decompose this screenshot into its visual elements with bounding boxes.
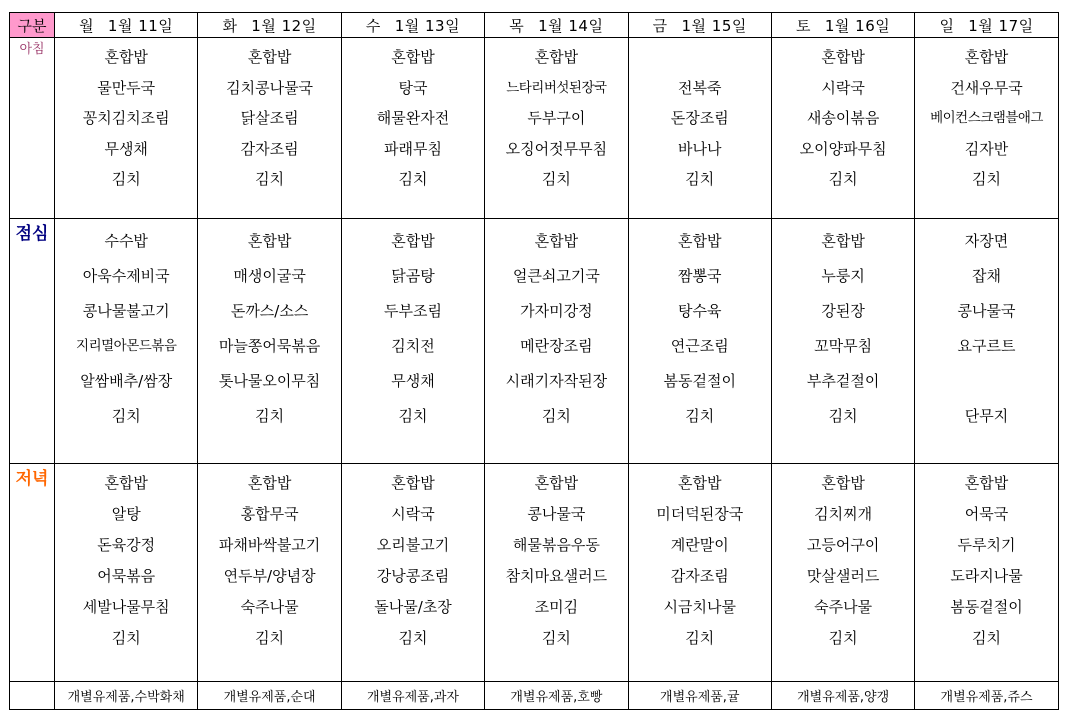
header-day-mon bbox=[55, 13, 198, 38]
menu-item: 숙주나물 bbox=[240, 598, 299, 616]
breakfast-cell-day-2 bbox=[341, 38, 484, 219]
menu-item: 김치 bbox=[111, 629, 141, 647]
menu-item: 김치 bbox=[972, 629, 1002, 647]
snack-cell-day-5: 개별유제품,양갱 bbox=[771, 682, 914, 710]
menu-item: 꽁치김치조림 bbox=[82, 109, 170, 127]
lunch-item-list bbox=[629, 219, 771, 434]
lunch-cell-day-5 bbox=[771, 219, 914, 464]
breakfast-cell-day-4 bbox=[628, 38, 771, 219]
menu-item: 톳나물오이무침 bbox=[218, 372, 321, 390]
menu-item: 김치 bbox=[398, 170, 428, 188]
header-row bbox=[10, 13, 1059, 38]
menu-item: 세발나물무침 bbox=[82, 598, 170, 616]
snack-cell-day-0: 개별유제품,수박화채 bbox=[55, 682, 198, 710]
menu-item: 꼬막무침 bbox=[814, 337, 873, 355]
dinner-cell-day-1 bbox=[198, 464, 341, 682]
breakfast-item-list bbox=[772, 38, 914, 195]
menu-item: 파래무침 bbox=[383, 139, 442, 158]
menu-item: 혼합밥 bbox=[247, 48, 292, 66]
header-day-sun bbox=[915, 13, 1058, 38]
header-day-wed bbox=[341, 13, 484, 38]
day-date: 1월 15일 bbox=[681, 16, 747, 35]
menu-item: 시래기자작된장 bbox=[505, 372, 608, 390]
menu-item: 콩나물국 bbox=[957, 302, 1016, 320]
breakfast-item-list bbox=[485, 38, 627, 195]
dinner-item-list bbox=[55, 464, 197, 654]
menu-item: 김치 bbox=[972, 170, 1002, 188]
menu-item: 닭살조림 bbox=[240, 109, 299, 127]
menu-item: 혼합밥 bbox=[391, 48, 435, 66]
menu-item: 자장면 bbox=[964, 232, 1009, 250]
lunch-cell-day-3 bbox=[485, 219, 628, 464]
menu-item: 시락국 bbox=[391, 505, 435, 523]
snack-cell-day-6: 개별유제품,쥬스 bbox=[915, 682, 1058, 710]
menu-item: 맛살샐러드 bbox=[806, 567, 880, 585]
menu-item: 혼합밥 bbox=[534, 232, 579, 250]
snack-row bbox=[10, 682, 1059, 710]
menu-item: 잡채 bbox=[972, 267, 1002, 285]
menu-item: 김치콩나물국 bbox=[226, 78, 314, 97]
dinner-item-list bbox=[342, 464, 484, 654]
menu-item: 메란장조림 bbox=[520, 337, 593, 355]
menu-item: 김치 bbox=[398, 407, 428, 425]
menu-item: 김치 bbox=[685, 407, 715, 425]
dinner-row bbox=[10, 464, 1059, 682]
menu-item: 매생이굴국 bbox=[233, 267, 306, 285]
menu-item: 해물완자전 bbox=[376, 109, 450, 127]
menu-item: 혼합밥 bbox=[247, 232, 292, 250]
menu-item: 고등어구이 bbox=[806, 536, 880, 554]
day-date: 1월 13일 bbox=[394, 16, 461, 35]
menu-item: 전복죽 bbox=[678, 78, 722, 97]
lunch-cell-day-4 bbox=[628, 219, 771, 464]
lunch-row bbox=[10, 219, 1059, 464]
menu-item: 바나나 bbox=[678, 139, 722, 158]
menu-item: 연근조림 bbox=[670, 337, 729, 355]
menu-item: 조미김 bbox=[534, 598, 579, 616]
menu-item: 김치 bbox=[398, 629, 428, 647]
menu-item: 오징어젓무무침 bbox=[505, 139, 608, 158]
menu-item: 무생채 bbox=[104, 139, 148, 158]
menu-item: 오이양파무침 bbox=[799, 139, 887, 158]
breakfast-label-cell bbox=[10, 38, 55, 219]
day-of-week: 목 bbox=[509, 16, 524, 35]
menu-item: 혼합밥 bbox=[821, 232, 865, 250]
menu-item: 김치 bbox=[828, 170, 858, 188]
day-of-week: 화 bbox=[222, 16, 237, 35]
menu-item: 시락국 bbox=[821, 78, 865, 97]
menu-item: 오리불고기 bbox=[376, 536, 450, 554]
day-date: 1월 14일 bbox=[538, 16, 604, 35]
menu-item: 부추겉절이 bbox=[806, 372, 880, 390]
lunch-cell-day-0 bbox=[55, 219, 198, 464]
breakfast-cell-day-1 bbox=[198, 38, 341, 219]
menu-item: 파채바싹불고기 bbox=[218, 536, 321, 554]
day-of-week: 월 bbox=[79, 16, 94, 35]
header-day-thu bbox=[485, 13, 628, 38]
menu-item: 두루치기 bbox=[957, 536, 1016, 554]
menu-item: 김치 bbox=[111, 407, 141, 425]
dinner-item-list bbox=[198, 464, 340, 654]
weekly-menu-table bbox=[9, 12, 1059, 710]
header-day-sat bbox=[771, 13, 914, 38]
menu-item: 김치전 bbox=[391, 337, 435, 355]
menu-item: 김치 bbox=[828, 407, 858, 425]
breakfast-row bbox=[10, 38, 1059, 219]
menu-item: 두부조림 bbox=[383, 302, 442, 320]
breakfast-cell-day-5 bbox=[771, 38, 914, 219]
menu-item: 계란말이 bbox=[670, 536, 729, 554]
header-day-tue bbox=[198, 13, 341, 38]
menu-item: 돈장조림 bbox=[670, 109, 729, 127]
menu-item: 돌나물/초장 bbox=[374, 598, 452, 616]
lunch-item-list bbox=[772, 219, 914, 434]
breakfast-item-list bbox=[629, 38, 771, 195]
menu-item: 김치 bbox=[541, 629, 571, 647]
day-date: 1월 17일 bbox=[968, 16, 1034, 35]
menu-item: 탕국 bbox=[398, 78, 428, 97]
menu-item: 무생채 bbox=[391, 372, 435, 390]
menu-item: 혼합밥 bbox=[391, 232, 435, 250]
menu-item: 혼합밥 bbox=[821, 474, 865, 492]
menu-item: 아욱수제비국 bbox=[82, 267, 170, 285]
lunch-item-list bbox=[55, 219, 197, 434]
snack-cell-day-4: 개별유제품,귤 bbox=[628, 682, 771, 710]
menu-item: 미더덕된장국 bbox=[656, 505, 744, 523]
menu-item: 김치찌개 bbox=[814, 505, 873, 523]
menu-item: 콩나물국 bbox=[527, 505, 586, 523]
menu-item: 김치 bbox=[685, 629, 715, 647]
menu-item: 지리멸아몬드볶음 bbox=[76, 338, 177, 354]
menu-item: 새송이볶음 bbox=[806, 109, 880, 127]
menu-item: 어묵볶음 bbox=[97, 567, 156, 585]
day-of-week: 토 bbox=[796, 16, 811, 35]
menu-item: 느타리버섯된장국 bbox=[506, 79, 607, 96]
day-of-week: 수 bbox=[365, 16, 381, 35]
menu-item: 김자반 bbox=[964, 139, 1009, 158]
menu-item: 어묵국 bbox=[964, 505, 1009, 523]
snack-cell-day-2: 개별유제품,과자 bbox=[341, 682, 484, 710]
lunch-item-list bbox=[198, 219, 340, 434]
menu-item: 콩나물불고기 bbox=[82, 302, 170, 320]
dinner-item-list bbox=[629, 464, 771, 654]
breakfast-cell-day-3 bbox=[485, 38, 628, 219]
menu-item: 김치 bbox=[541, 407, 571, 425]
menu-item: 베이컨스크램블애그 bbox=[930, 110, 1043, 126]
menu-item: 단무지 bbox=[964, 407, 1009, 425]
dinner-cell-day-3 bbox=[485, 464, 628, 682]
dinner-label-cell bbox=[10, 464, 55, 682]
dinner-cell-day-4 bbox=[628, 464, 771, 682]
menu-item: 해물볶음우동 bbox=[512, 536, 600, 554]
dinner-item-list bbox=[485, 464, 627, 654]
menu-item: 김치 bbox=[828, 629, 858, 647]
menu-item: 연두부/양념장 bbox=[223, 567, 316, 585]
breakfast-item-list bbox=[198, 38, 340, 195]
day-of-week: 일 bbox=[939, 16, 954, 35]
lunch-label-cell bbox=[10, 219, 55, 464]
lunch-item-list bbox=[342, 219, 484, 434]
menu-item: 김치 bbox=[685, 170, 715, 188]
menu-item: 김치 bbox=[255, 629, 285, 647]
dinner-cell-day-2 bbox=[341, 464, 484, 682]
menu-item: 요구르트 bbox=[957, 337, 1016, 355]
menu-item: 참치마요샐러드 bbox=[505, 567, 608, 585]
menu-item: 혼합밥 bbox=[821, 48, 865, 66]
breakfast-cell-day-6 bbox=[915, 38, 1058, 219]
menu-item: 혼합밥 bbox=[247, 474, 292, 492]
dinner-cell-day-0 bbox=[55, 464, 198, 682]
menu-item: 돈육강정 bbox=[97, 536, 156, 554]
breakfast-item-list bbox=[342, 38, 484, 195]
lunch-cell-day-2 bbox=[341, 219, 484, 464]
dinner-cell-day-6 bbox=[915, 464, 1058, 682]
menu-item: 혼합밥 bbox=[964, 48, 1009, 66]
menu-item: 홍합무국 bbox=[240, 505, 299, 523]
menu-item: 건새우무국 bbox=[950, 78, 1023, 97]
breakfast-item-list bbox=[915, 38, 1057, 195]
day-of-week: 금 bbox=[652, 16, 668, 35]
dinner-label: 저녁 bbox=[15, 469, 49, 489]
menu-item: 혼합밥 bbox=[678, 232, 722, 250]
lunch-item-list bbox=[915, 219, 1057, 434]
dinner-item-list bbox=[915, 464, 1057, 654]
dinner-cell-day-5 bbox=[771, 464, 914, 682]
header-label: 구분 bbox=[10, 13, 55, 38]
day-date: 1월 16일 bbox=[824, 16, 891, 35]
menu-item: 돈까스/소스 bbox=[230, 302, 309, 320]
dinner-item-list bbox=[772, 464, 914, 654]
menu-item: 강된장 bbox=[821, 302, 865, 320]
day-date: 1월 12일 bbox=[251, 16, 317, 35]
menu-item: 감자조림 bbox=[240, 139, 299, 158]
menu-item: 탕수육 bbox=[678, 302, 722, 320]
lunch-item-list bbox=[485, 219, 627, 434]
menu-item: 감자조림 bbox=[670, 567, 729, 585]
menu-item: 숙주나물 bbox=[814, 598, 873, 616]
menu-item: 닭곰탕 bbox=[391, 267, 435, 285]
menu-item: 혼합밥 bbox=[391, 474, 435, 492]
menu-item: 김치 bbox=[255, 407, 285, 425]
snack-cell-day-3: 개별유제품,호빵 bbox=[485, 682, 628, 710]
lunch-cell-day-6 bbox=[915, 219, 1058, 464]
lunch-cell-day-1 bbox=[198, 219, 341, 464]
menu-item: 짬뽕국 bbox=[678, 267, 722, 285]
snack-label-cell bbox=[10, 682, 55, 710]
menu-item: 혼합밥 bbox=[104, 474, 148, 492]
menu-item: 얼큰쇠고기국 bbox=[512, 267, 600, 285]
lunch-label: 점심 bbox=[15, 224, 49, 244]
menu-item: 혼합밥 bbox=[964, 474, 1009, 492]
breakfast-label: 아침 bbox=[19, 42, 45, 57]
menu-item: 김치 bbox=[255, 170, 285, 188]
menu-item: 혼합밥 bbox=[104, 48, 148, 66]
menu-item: 마늘쫑어묵볶음 bbox=[218, 337, 321, 355]
menu-item: 김치 bbox=[541, 170, 571, 188]
menu-item: 혼합밥 bbox=[678, 474, 722, 492]
menu-item: 강낭콩조림 bbox=[376, 567, 450, 585]
menu-item: 알쌈배추/쌈장 bbox=[80, 372, 173, 390]
menu-item: 혼합밥 bbox=[534, 474, 579, 492]
menu-item: 봄동겉절이 bbox=[663, 372, 736, 390]
menu-item: 도라지나물 bbox=[950, 567, 1023, 585]
breakfast-cell-day-0 bbox=[55, 38, 198, 219]
menu-item: 누룽지 bbox=[821, 267, 865, 285]
menu-item: 김치 bbox=[111, 170, 141, 188]
breakfast-item-list bbox=[55, 38, 197, 195]
menu-item: 혼합밥 bbox=[534, 48, 579, 66]
header-day-fri bbox=[628, 13, 771, 38]
menu-item: 물만두국 bbox=[97, 78, 156, 97]
day-date: 1월 11일 bbox=[107, 16, 174, 35]
menu-item: 두부구이 bbox=[527, 109, 586, 127]
snack-cell-day-1: 개별유제품,순대 bbox=[198, 682, 341, 710]
menu-item: 알탕 bbox=[111, 505, 141, 523]
menu-item: 시금치나물 bbox=[663, 598, 736, 616]
menu-item: 수수밥 bbox=[104, 232, 148, 250]
menu-item: 가자미강정 bbox=[520, 302, 593, 320]
menu-item: 봄동겉절이 bbox=[950, 598, 1023, 616]
